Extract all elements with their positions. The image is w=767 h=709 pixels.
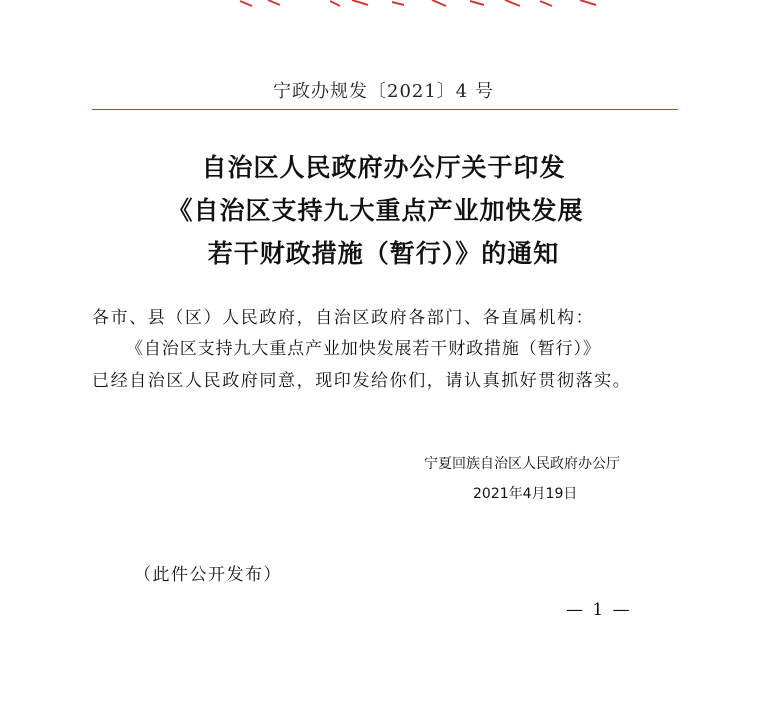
title-line-1: 自治区人民政府办公厅关于印发 [201, 153, 566, 182]
title-line-3: 若干财政措施（暂行）》的通知 [207, 239, 560, 268]
public-release-note: （此件公开发布） [134, 565, 282, 585]
body-line-2: 《自治区支持九大重点产业加快发展若干财政措施（暂行）》 [126, 339, 601, 359]
document-number: 宁政办规发〔2021〕4 号 [273, 81, 494, 102]
title-line-2: 《自治区支持九大重点产业加快发展 [167, 196, 584, 225]
addressee-line: 各市、县（区）人民政府，自治区政府各部门、各直属机构： [92, 308, 595, 328]
page-number: — 1 — [566, 600, 632, 620]
signature-organization: 宁夏回族自治区人民政府办公厅 [424, 456, 620, 472]
body-line-3: 已经自治区人民政府同意，现印发给你们，请认真抓好贯彻落实。 [92, 371, 632, 391]
signature-date: 2021年4月19日 [473, 486, 578, 502]
red-header-fragments [0, 0, 767, 8]
red-divider-rule [92, 109, 678, 110]
